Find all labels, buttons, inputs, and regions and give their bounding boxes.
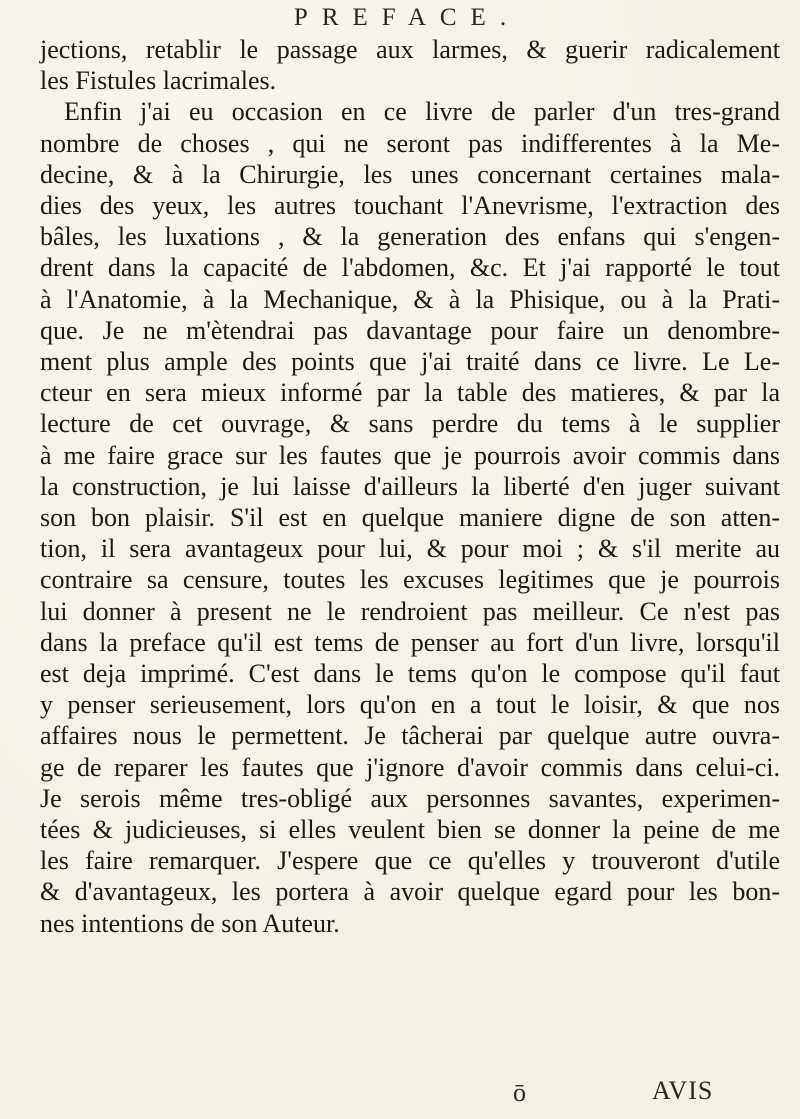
text-line: dies des yeux, les autres touchant l'Anevrisme, l'extraction des bbox=[40, 191, 780, 221]
text-line: Je serois même tres-obligé aux personnes savantes, experimen- bbox=[40, 783, 780, 813]
running-head: PREFACE. bbox=[293, 4, 521, 31]
text-line: ment plus ample des points que j'ai traité dans ce livre. Le Le- bbox=[40, 347, 780, 377]
text-line: Enfin j'ai eu occasion en ce livre de parler d'un tres-grand bbox=[64, 97, 780, 127]
text-line: contraire sa censure, toutes les excuses legitimes que je pourrois bbox=[40, 565, 780, 595]
text-line: est deja imprimé. C'est dans le tems qu'on le compose qu'il faut bbox=[40, 659, 780, 689]
text-line: nes intentions de son Auteur. bbox=[40, 908, 340, 938]
text-line: bâles, les luxations , & la generation des enfans qui s'engen- bbox=[40, 222, 780, 252]
preface-body-text bbox=[40, 34, 780, 939]
text-line: dans la preface qu'il est tems de penser au fort d'un livre, lorsqu'il bbox=[40, 627, 780, 657]
text-line: lecture de cet ouvrage, & sans perdre du tems à le supplier bbox=[40, 409, 780, 439]
text-line: cteur en sera mieux informé par la table des matieres, & par la bbox=[40, 378, 780, 408]
text-line: drent dans la capacité de l'abdomen, &c. Et j'ai rapporté le tout bbox=[40, 253, 780, 283]
text-line: son bon plaisir. S'il est en quelque maniere digne de son atten- bbox=[40, 503, 780, 533]
text-line: lui donner à present ne le rendroient pas meilleur. Ce n'est pas bbox=[40, 596, 780, 626]
text-line: & d'avantageux, les portera à avoir quelque egard pour les bon- bbox=[40, 877, 780, 907]
catchword: AVIS bbox=[652, 1076, 714, 1105]
text-line: à me faire grace sur les fautes que je pourrois avoir commis dans bbox=[40, 440, 780, 470]
text-line: ge de reparer les fautes que j'ignore d'avoir commis dans celui-ci. bbox=[40, 752, 780, 782]
text-line: decine, & à la Chirurgie, les unes concernant certaines mala- bbox=[40, 159, 780, 189]
text-line: la construction, je lui laisse d'ailleurs la liberté d'en juger suivant bbox=[40, 471, 780, 501]
text-line: nombre de choses , qui ne seront pas indifferentes à la Me- bbox=[40, 128, 780, 158]
text-line: les faire remarquer. J'espere que ce qu'elles y trouveront d'utile bbox=[40, 846, 780, 876]
text-line: tées & judicieuses, si elles veulent bien se donner la peine de me bbox=[40, 815, 780, 845]
text-line: à l'Anatomie, à la Mechanique, & à la Phisique, ou à la Prati- bbox=[40, 284, 780, 314]
signature-mark: ō bbox=[513, 1078, 526, 1107]
text-line: tion, il sera avantageux pour lui, & pour moi ; & s'il merite au bbox=[40, 534, 780, 564]
text-line: les Fistules lacrimales. bbox=[40, 66, 277, 96]
text-line: affaires nous le permettent. Je tâcherai par quelque autre ouvra- bbox=[40, 721, 780, 751]
text-line: jections, retablir le passage aux larmes, & guerir radicalement bbox=[40, 35, 780, 64]
text-line: y penser serieusement, lors qu'on en a tout le loisir, & que nos bbox=[40, 690, 780, 720]
text-line: que. Je ne m'ètendrai pas davantage pour faire un denombre- bbox=[40, 315, 780, 345]
